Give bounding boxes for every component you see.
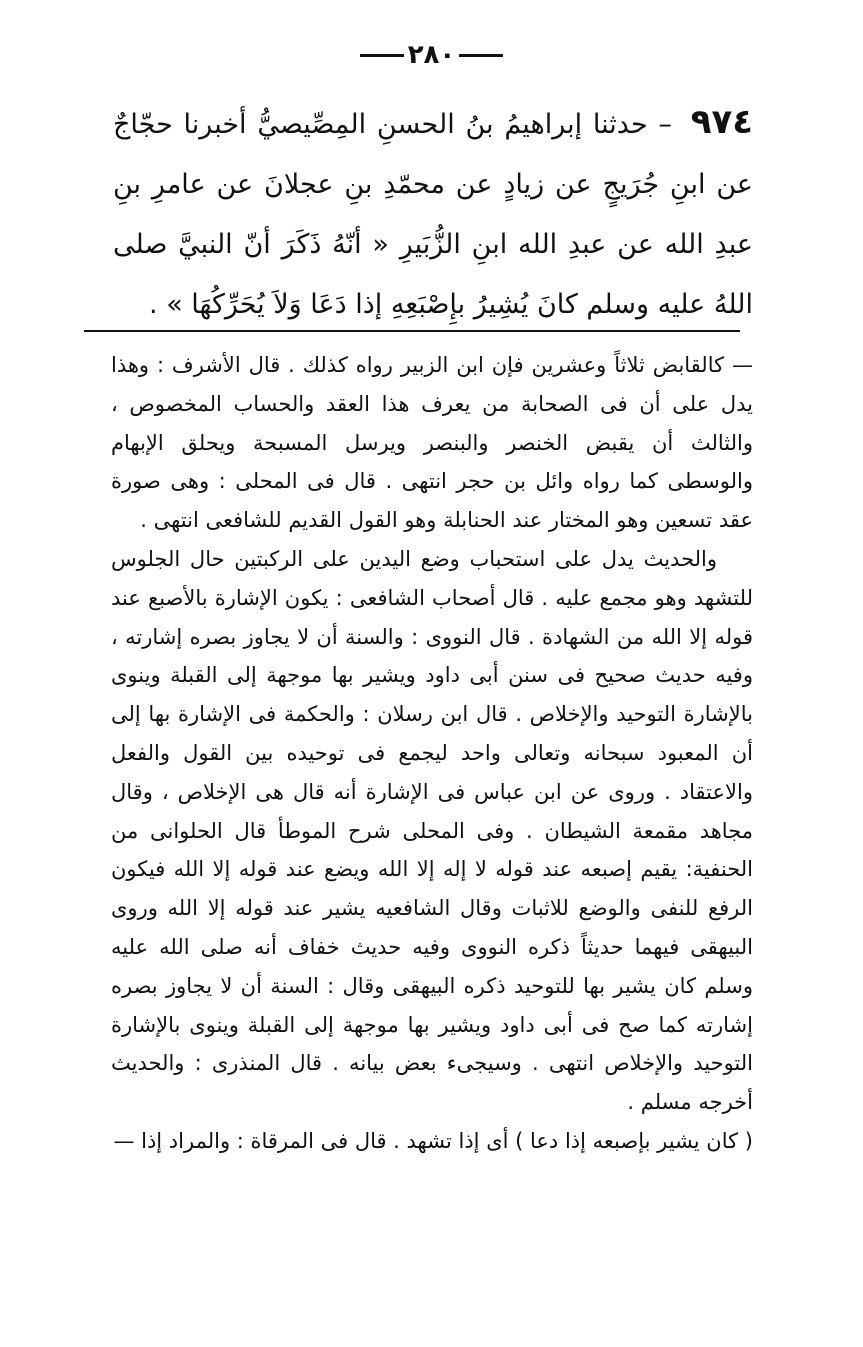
page-number: [0, 40, 863, 70]
dash-decoration: [360, 54, 404, 57]
commentary-block: [111, 346, 753, 1161]
hadith-text: – حدثنا إبراهيمُ بنُ الحسنِ المِصِّيصيُّ أخبرنا حجّاجٌ عن ابنِ جُرَيجٍ عن زيادٍ عن محمّدِ بنِ عجلانَ عن عامرِ بنِ عبدِ الله عن عبدِ الله ابنِ الزُّبَيرِ « أنّهُ ذَكَرَ أنّ النبيَّ صلى اللهُ عليه وسلم كانَ يُشِيرُ بإِصْبَعِهِ إذا دَعَا وَلاَ يُحَرِّكُهَا » .: [113, 109, 753, 320]
hadith-number: ٩٧٤: [690, 102, 753, 142]
hadith-text-block: [113, 92, 753, 335]
footnote-divider: [84, 330, 740, 332]
commentary-paragraph-2: والحديث يدل على استحباب وضع اليدين على الركبتين حال الجلوس للتشهد وهو مجمع عليه . قال أصحاب الشافعى : يكون الإشارة بالأصبع عند قوله إلا الله من الشهادة . قال النووى : والسنة أن لا يجاوز بصره إشارته ، وفيه حديث صحيح فى سنن أبى داود ويشير بها موجهة إلى القبلة وينوى بالإشارة التوحيد والإخلاص . قال ابن رسلان : والحكمة فى الإشارة بها إلى أن المعبود سبحانه وتعالى واحد ليجمع فى توحيده بين القول والفعل والاعتقاد . وروى عن ابن عباس فى الإشارة أنه قال هى الإخلاص ، وقال مجاهد مقمعة الشيطان . وفى المحلى شرح الموطأ قال الحلوانى من الحنفية: يقيم إصبعه عند قوله لا إله إلا الله ويضع عند قوله إلا الله فيكون الرفع للنفى والوضع للاثبات وقال الشافعيه يشير عند قوله إلا الله وروى البيهقى فيهما حديثاً ذكره النووى وفيه حديث خفاف أنه صلى الله عليه وسلم كان يشير بها للتوحيد ذكره البيهقى وقال : السنة أن لا يجاوز بصره إشارته كما صح فى أبى داود ويشير بها موجهة إلى القبلة وينوى بالإشارة التوحيد والإخلاص انتهى . وسيجىء بعض بيانه . قال المنذرى : والحديث أخرجه مسلم .: [111, 546, 753, 1115]
dash-decoration: [459, 54, 503, 57]
commentary-paragraph-1: — كالقابض ثلاثاً وعشرين فإن ابن الزبير رواه كذلك . قال الأشرف : وهذا يدل على أن فى الصحابة من يعرف هذا العقد والحساب المخصوص ، والثالث أن يقبض الخنصر والبنصر ويرسل المسبحة ويحلق الإبهام والوسطى كما رواه وائل بن حجر انتهى . قال فى المحلى : وهى صورة عقد تسعين وهو المختار عند الحنابلة وهو القول القديم للشافعى انتهى .: [111, 353, 753, 533]
commentary-paragraph-3: ( كان يشير بإصبعه إذا دعا ) أى إذا تشهد . قال فى المرقاة : والمراد إذا —: [113, 1128, 753, 1153]
page-number-text: ٢٨٠: [407, 40, 456, 70]
